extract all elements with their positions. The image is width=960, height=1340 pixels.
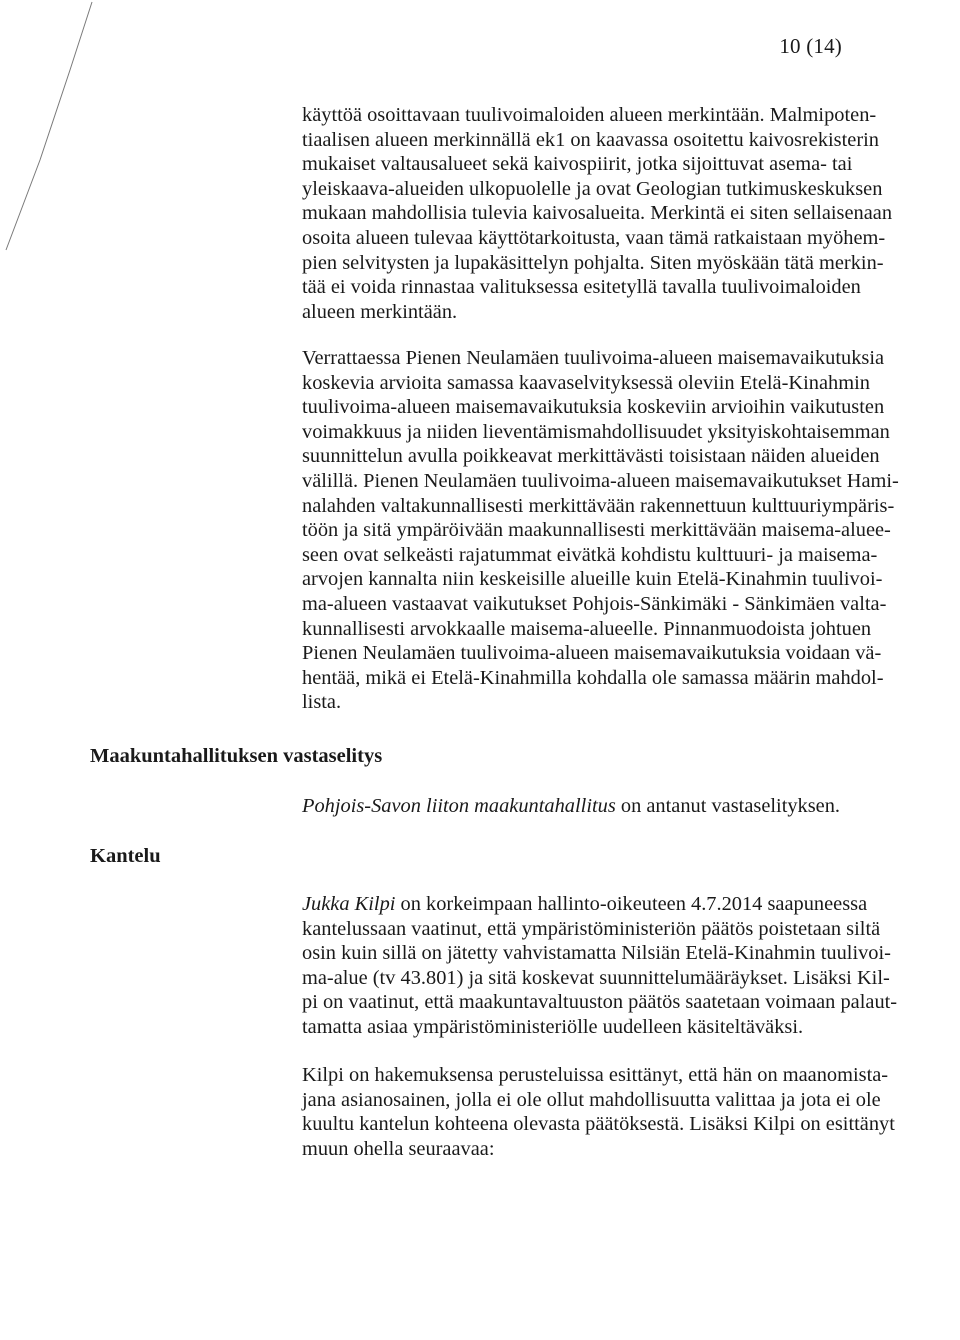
- text-line: ma-alue (tv 43.801) ja sitä koskevat suunnittelumääräykset. Lisäksi Kil-: [302, 966, 890, 989]
- italic-party-name: Jukka Kilpi: [302, 893, 396, 915]
- text-line: osin kuin sillä on jätetty vahvistamatta Nilsiän Etelä-Kinahmin tuulivoi-: [302, 942, 891, 965]
- text-line: Verrattaessa Pienen Neulamäen tuulivoima-alueen maisemavaikutuksia: [302, 347, 885, 369]
- text-line: kantelussaan vaatinut, että ympäristöministeriön päätös poistetaan siltä: [302, 917, 881, 940]
- text-line: mukaiset valtausalueet sekä kaivospiirit, jotka sijoittuvat asema- tai: [302, 153, 853, 176]
- paragraph-complaint-2: [302, 1063, 930, 1161]
- text-line: välillä. Pienen Neulamäen tuulivoima-alueen maisemavaikutukset Hami-: [302, 469, 899, 492]
- text-line: osoita alueen tulevaa käyttötarkoitusta, vaan tämä ratkaistaan myöhem-: [302, 226, 886, 249]
- text-line: hentää, mikä ei Etelä-Kinahmilla kohdalla ole samassa määrin mahdol-: [302, 666, 884, 689]
- text-line: [302, 892, 930, 917]
- text-fragment: on antanut vastaselityksen.: [615, 795, 841, 817]
- text-line: arvojen kannalta niin keskeisille alueille kuin Etelä-Kinahmin tuulivoi-: [302, 568, 883, 591]
- text-fragment: on korkeimpaan hallinto-oikeuteen 4.7.2014 saapuneessa: [395, 893, 868, 915]
- text-line: voimakkuus ja niiden lieventämismahdollisuudet yksityiskohtaisemman: [302, 420, 890, 443]
- text-line: töön ja sitä ympäröivään maakunnallisesti merkittävään maisema-aluee-: [302, 519, 891, 542]
- text-line: kunnallisesti arvokkaalle maisema-alueelle. Pinnanmuodoista johtuen: [302, 617, 872, 640]
- text-line: muun ohella seuraavaa:: [302, 1137, 495, 1160]
- text-line: tamatta asiaa ympäristöministeriölle uudelleen käsiteltäväksi.: [302, 1015, 804, 1038]
- text-line: mukaan mahdollisia tulevia kaivosalueita. Merkintä ei siten sellaisenaan: [302, 202, 893, 225]
- heading-kantelu: Kantelu: [90, 845, 161, 867]
- paragraph-1: [302, 103, 930, 324]
- text-line: suunnittelun avulla poikkeavat merkittävästi toisistaan näiden alueiden: [302, 445, 880, 468]
- text-line: ma-alueen vastaavat vaikutukset Pohjois-Sänkimäki - Sänkimäen valta-: [302, 592, 887, 615]
- italic-party-name: Pohjois-Savon liiton maakuntahallitus: [302, 795, 616, 817]
- text-line: yleiskaava-alueiden ulkopuolelle ja ovat Geologian tutkimuskeskuksen: [302, 177, 883, 200]
- paragraph-complaint-1: [302, 892, 930, 1040]
- text-line: kuultu kantelun kohteena olevasta päätöksestä. Lisäksi Kilpi on esittänyt: [302, 1113, 895, 1136]
- text-line: alueen merkintään.: [302, 300, 458, 323]
- text-line: tiaalisen alueen merkinnällä ek1 on kaavassa osoitettu kaivosrekisterin: [302, 128, 879, 151]
- scan-edge-line: [0, 0, 120, 260]
- text-line: Pienen Neulamäen tuulivoima-alueen maisemavaikutuksia voidaan vä-: [302, 642, 882, 665]
- text-line: seen ovat selkeästi rajatummat eivätkä kohdistu kulttuuri- ja maisema-: [302, 543, 878, 566]
- text-line: tuulivoima-alueen maisemavaikutuksia koskeviin arvioihin vaikutusten: [302, 396, 885, 419]
- text-line: koskevia arvioita samassa kaavaselvityksessä oleviin Etelä-Kinahmin: [302, 371, 870, 394]
- paragraph-response: [302, 794, 930, 819]
- paragraph-2: [302, 346, 930, 715]
- text-line: lista.: [302, 691, 342, 714]
- text-line: tää ei voida rinnastaa valituksessa esitetyllä tavalla tuulivoimaloiden: [302, 276, 861, 299]
- text-line: pien selvitysten ja lupakäsittelyn pohjalta. Siten myöskään tätä merkin-: [302, 251, 884, 274]
- text-line: käyttöä osoittavaan tuulivoimaloiden alueen merkintään. Malmipoten-: [302, 104, 877, 126]
- text-line: jana asianosainen, jolla ei ole ollut mahdollisuutta valittaa ja jota ei ole: [302, 1088, 881, 1111]
- page-number: 10 (14): [779, 34, 842, 58]
- text-line: pi on vaatinut, että maakuntavaltuuston päätös saatetaan voimaan palaut-: [302, 991, 898, 1014]
- text-line: Kilpi on hakemuksensa perusteluissa esittänyt, että hän on maanomista-: [302, 1064, 889, 1086]
- text-line: [302, 794, 930, 819]
- text-line: nalahden valtakunnallisesti merkittävään rakennettuun kulttuuriympäris-: [302, 494, 895, 517]
- heading-maakuntahallituksen-vastaselitys: Maakuntahallituksen vastaselitys: [90, 745, 383, 767]
